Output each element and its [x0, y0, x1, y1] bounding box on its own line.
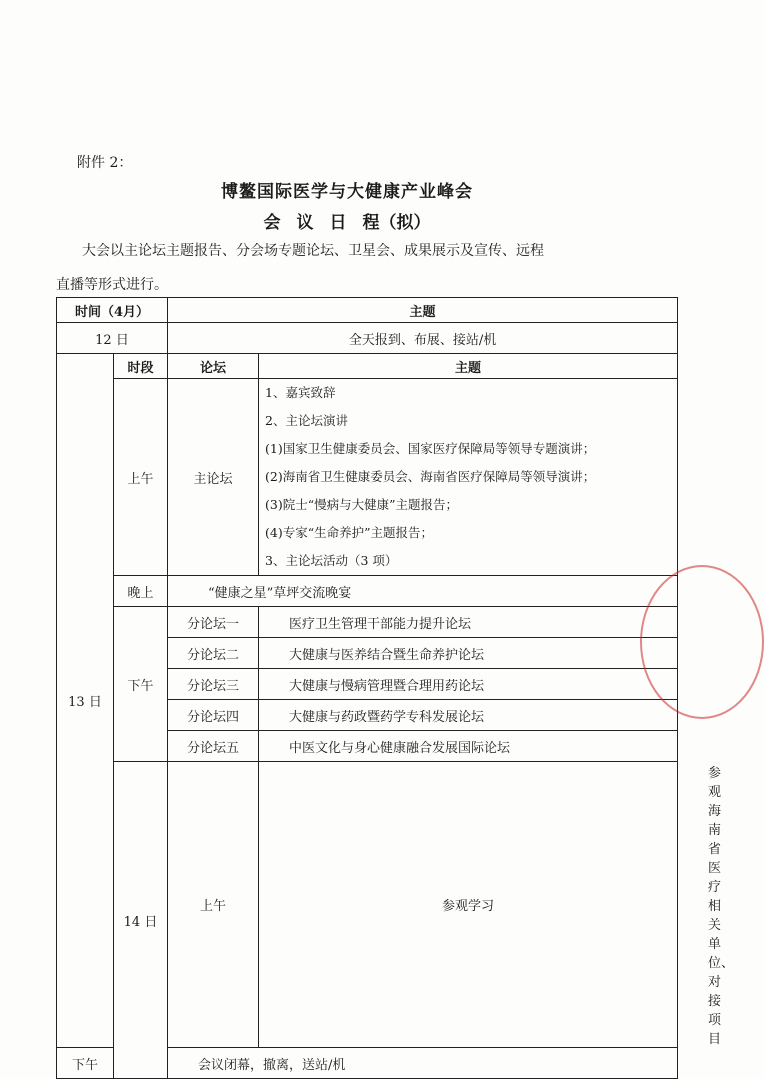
subheader-forum: 论坛: [168, 354, 259, 379]
table-row: [57, 607, 678, 638]
date-cell: 13 日: [57, 354, 114, 1048]
topic-cell: 全天报到、布展、接站/机: [168, 323, 678, 354]
table-row: [57, 576, 678, 607]
topic-cell: 大健康与医养结合暨生命养护论坛: [259, 638, 678, 669]
header-time: 时间（4月）: [57, 298, 168, 323]
table-row: 14 日 上午 参观学习 参观海南省医疗相关单位、对接项目: [57, 762, 678, 1048]
schedule-table: [56, 297, 735, 1079]
topic-cell: 会议闭幕，撤离，送站/机: [168, 1048, 678, 1079]
period-cell: 晚上: [114, 576, 168, 607]
document-subtitle: [0, 208, 694, 233]
topic-cell: 大健康与药政暨药学专科发展论坛: [259, 700, 678, 731]
document-title: 博鳌国际医学与大健康产业峰会: [221, 182, 473, 202]
subtitle-word: 会: [263, 213, 281, 233]
period-cell: 上午: [114, 379, 168, 576]
list-item: (2)海南省卫生健康委员会、海南省医疗保障局等领导演讲；: [265, 469, 596, 484]
list-item: (4)专家“生命养护”主题报告；: [265, 525, 434, 540]
forum-cell: 分论坛五: [168, 731, 259, 762]
list-item: (1)国家卫生健康委员会、国家医疗保障局等领导专题演讲；: [265, 441, 596, 456]
subtitle-word: 日: [329, 213, 347, 233]
table-row: [57, 323, 678, 354]
intro-line-2: 直播等形式进行。: [56, 277, 168, 293]
list-item: (3)院士“慢病与大健康”主题报告；: [265, 497, 459, 512]
attachment-label: 附件 2：: [77, 155, 133, 171]
topic-cell: “健康之星”草坪交流晚宴: [168, 576, 678, 607]
date-cell: 14 日: [114, 762, 168, 1079]
table-row: [57, 379, 678, 576]
forum-cell: 分论坛四: [168, 700, 259, 731]
forum-cell: 分论坛二: [168, 638, 259, 669]
topic-list-cell: [259, 379, 678, 576]
subtitle-word: 议: [296, 213, 314, 233]
forum-cell: 主论坛: [168, 379, 259, 576]
period-cell: 上午: [168, 762, 259, 1048]
topic-cell: 大健康与慢病管理暨合理用药论坛: [259, 669, 678, 700]
table-subheader-row: [57, 354, 678, 379]
date-cell: 12 日: [57, 323, 168, 354]
list-item: 3、主论坛活动（3 项）: [265, 553, 398, 568]
subheader-topic: 主题: [259, 354, 678, 379]
intro-line-1: 大会以主论坛主题报告、分会场专题论坛、卫星会、成果展示及宣传、远程: [82, 243, 544, 259]
forum-cell: 分论坛一: [168, 607, 259, 638]
list-item: 1、嘉宾致辞: [265, 385, 336, 400]
period-cell: 下午: [57, 1048, 114, 1079]
period-cell: 下午: [114, 607, 168, 762]
subtitle-word: 程（拟）: [362, 213, 431, 233]
topic-cell: 中医文化与身心健康融合发展国际论坛: [259, 731, 678, 762]
topic-cell: 医疗卫生管理干部能力提升论坛: [259, 607, 678, 638]
forum-cell: 分论坛三: [168, 669, 259, 700]
list-item: 2、主论坛演讲: [265, 413, 348, 428]
forum-cell: 参观学习: [259, 762, 678, 1048]
header-topic: 主题: [168, 298, 678, 323]
subheader-period: 时段: [114, 354, 168, 379]
table-header-row: [57, 298, 678, 323]
red-seal-stamp: [640, 565, 764, 719]
